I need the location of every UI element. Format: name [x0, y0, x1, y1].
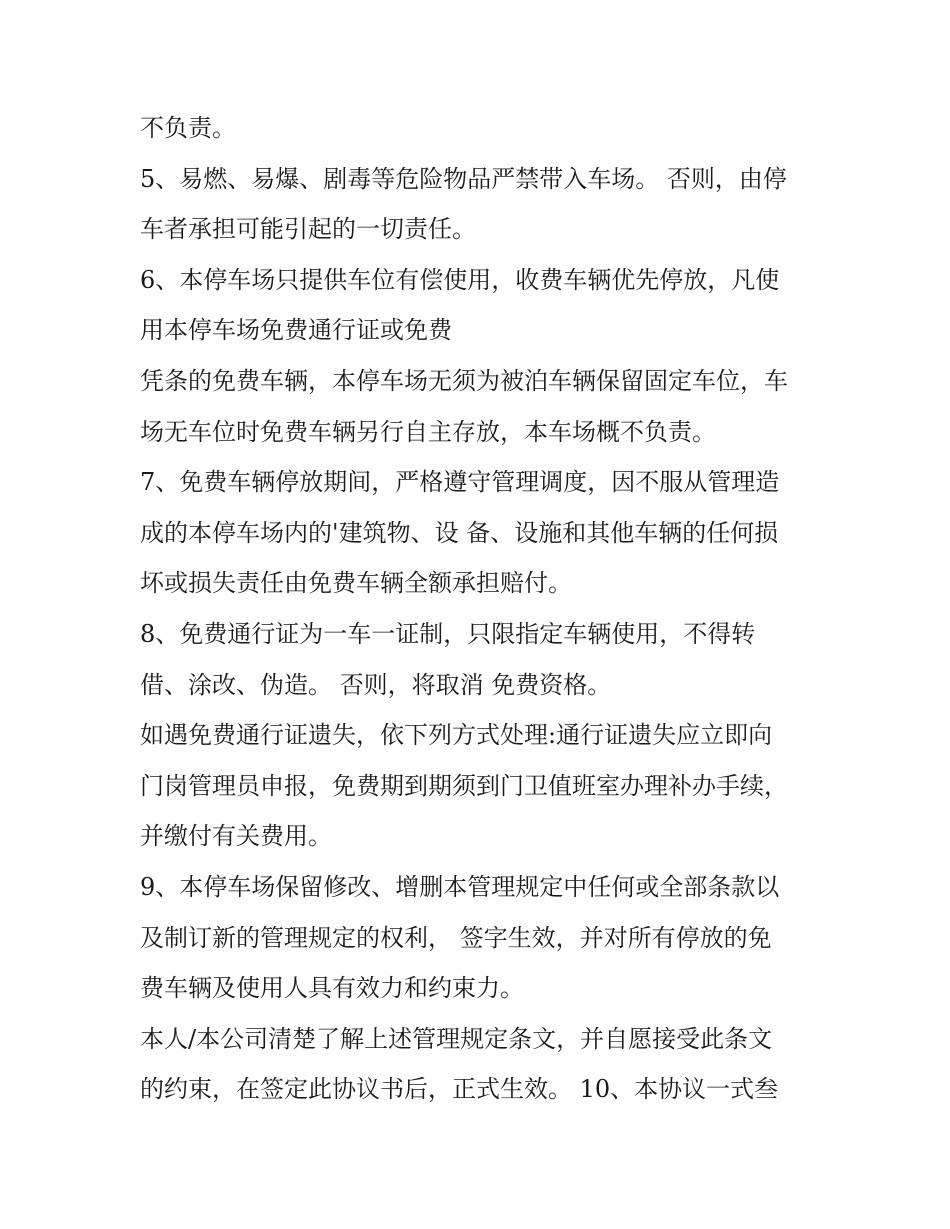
text-line: 6、本停车场只提供车位有偿使用，收费车辆优先停放，凡使	[140, 265, 780, 294]
text-line: 门岗管理员申报，免费期到期须到门卫值班室办理补办手续，	[140, 771, 788, 800]
text-line: 借、涂改、伪造。 否则，将取消 免费资格。	[140, 670, 612, 699]
text-line: 7、免费车辆停放期间，严格遵守管理调度，因不服从管理造	[140, 468, 780, 497]
text-line: 及制订新的管理规定的权利， 签字生效，并对所有停放的免	[140, 923, 772, 952]
text-line: 坏或损失责任由免费车辆全额承担赔付。	[140, 569, 572, 598]
text-line: 5、易燃、易爆、剧毒等危险物品严禁带入车场。 否则，由停	[140, 164, 787, 193]
text-line: 场无车位时免费车辆另行自主存放，本车场概不负责。	[140, 417, 716, 446]
text-line: 并缴付有关费用。	[140, 822, 332, 851]
text-line: 本人/本公司清楚了解上述管理规定条文，并自愿接受此条文	[140, 1024, 773, 1053]
text-line: 成的本停车场内的'建筑物、设 备、设施和其他车辆的任何损	[140, 518, 779, 547]
text-line: 的约束，在签定此协议书后，正式生效。 10、本协议一式叁	[140, 1075, 779, 1104]
text-line: 用本停车场免费通行证或免费	[140, 316, 452, 345]
text-line: 车者承担可能引起的一切责任。	[140, 215, 476, 244]
text-line: 不负责。	[140, 114, 236, 142]
text-line: 9、本停车场保留修改、增删本管理规定中任何或全部条款以	[140, 872, 780, 901]
text-line: 如遇免费通行证遗失，依下列方式处理:通行证遗失应立即向	[140, 721, 773, 750]
document-body	[140, 103, 820, 1115]
text-line: 8、免费通行证为一车一证制，只限指定车辆使用，不得转	[140, 619, 756, 648]
text-line: 凭条的免费车辆，本停车场无须为被泊车辆保留固定车位，车	[140, 366, 788, 395]
text-line: 费车辆及使用人具有效力和约束力。	[140, 974, 524, 1003]
